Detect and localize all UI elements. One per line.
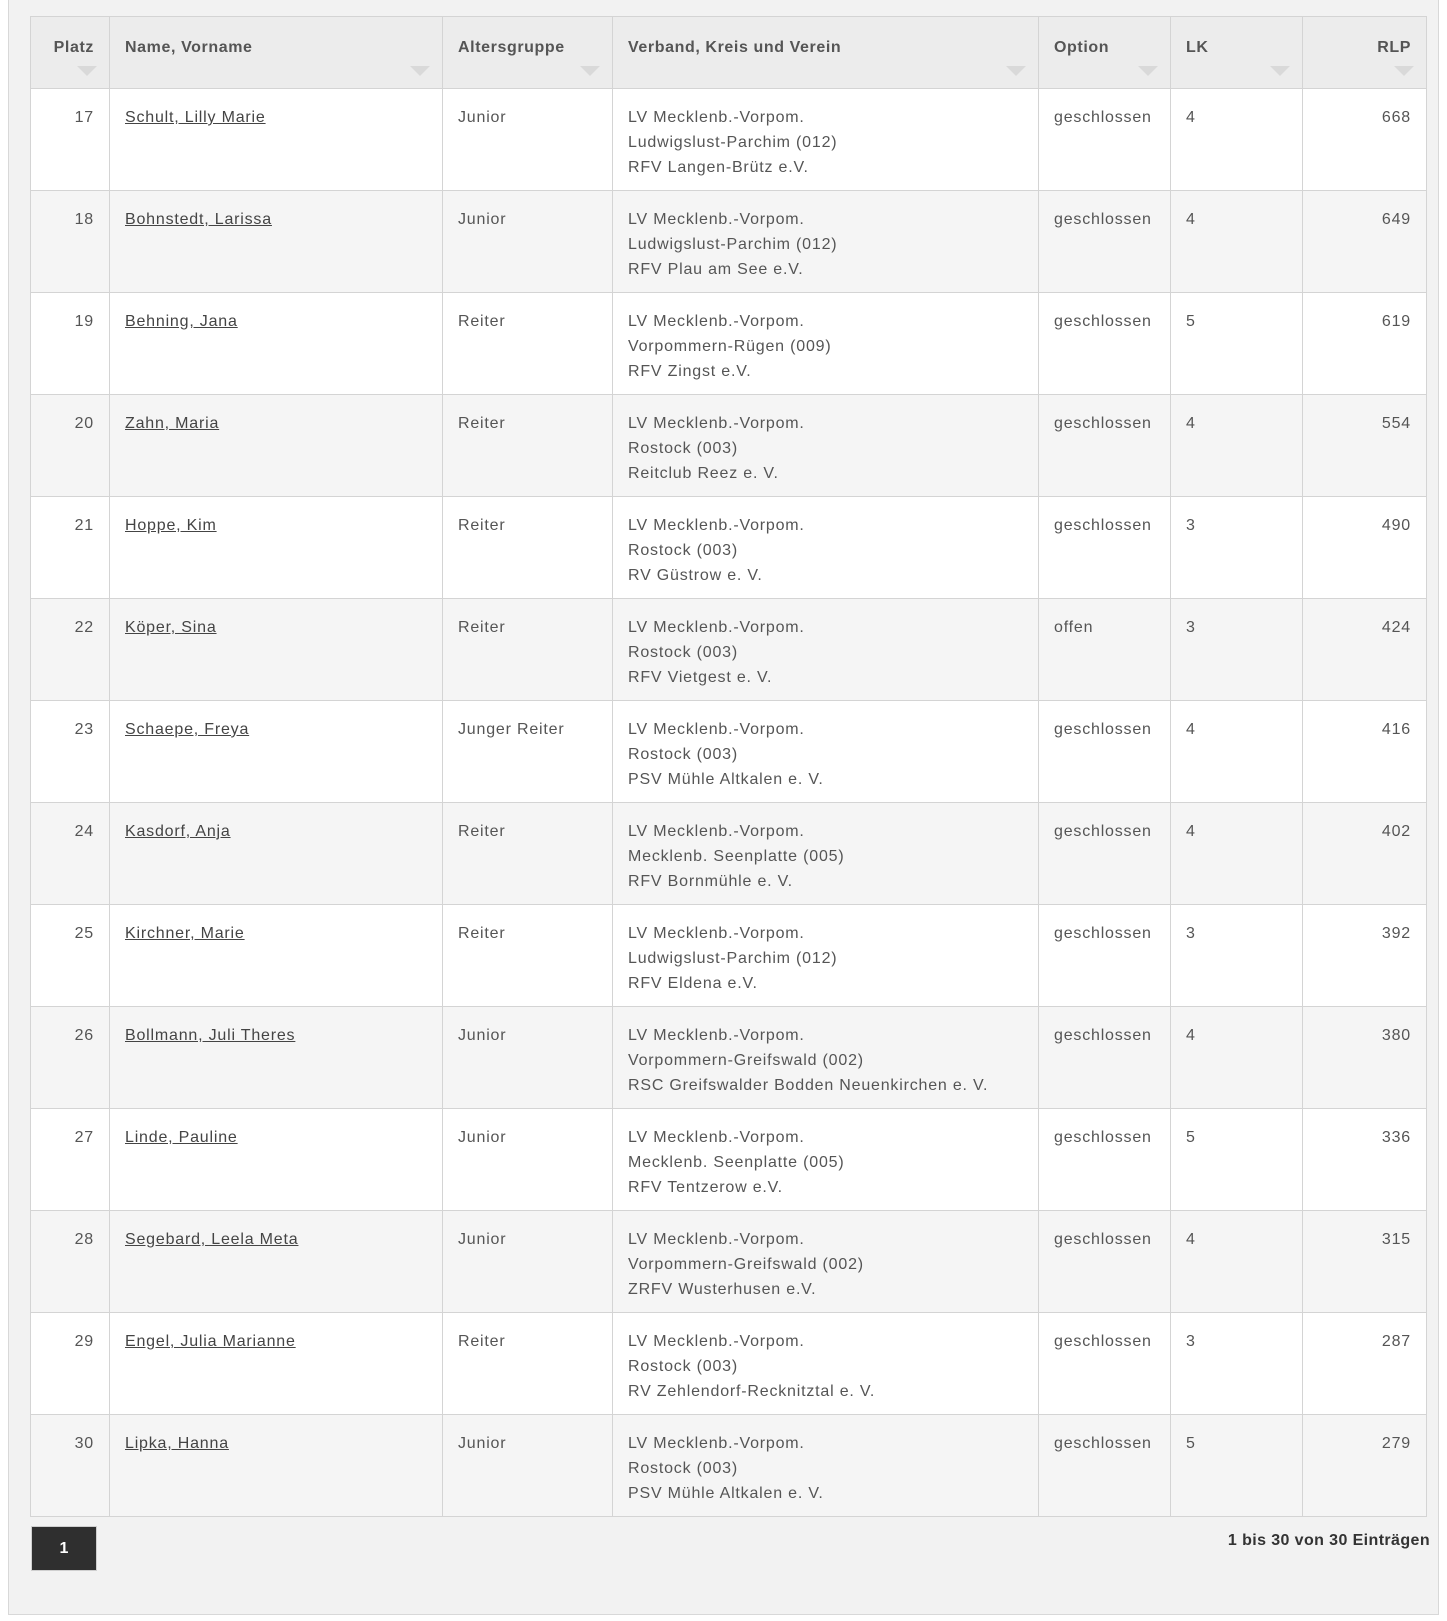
rider-name-link[interactable]: Segebard, Leela Meta bbox=[125, 1231, 299, 1248]
verein-line: RV Zehlendorf-Recknitztal e. V. bbox=[628, 1383, 876, 1400]
lk-cell: 4 bbox=[1171, 1007, 1303, 1109]
lk-cell: 5 bbox=[1171, 1109, 1303, 1211]
ranking-table bbox=[30, 16, 1427, 1517]
column-header-name[interactable] bbox=[110, 17, 443, 89]
verband-cell bbox=[613, 803, 1039, 905]
altersgruppe-cell: Reiter bbox=[443, 1313, 613, 1415]
verband-line: LV Mecklenb.-Vorpom. bbox=[628, 1129, 805, 1146]
kreis-line: Mecklenb. Seenplatte (005) bbox=[628, 848, 845, 865]
sort-down-icon bbox=[1394, 66, 1414, 76]
verband-cell bbox=[613, 293, 1039, 395]
kreis-line: Vorpommern-Greifswald (002) bbox=[628, 1052, 864, 1069]
table-row bbox=[31, 1313, 1427, 1415]
platz-cell: 27 bbox=[31, 1109, 110, 1211]
kreis-line: Ludwigslust-Parchim (012) bbox=[628, 134, 838, 151]
lk-cell: 5 bbox=[1171, 1415, 1303, 1517]
verband-line: LV Mecklenb.-Vorpom. bbox=[628, 109, 805, 126]
rlp-cell: 380 bbox=[1303, 1007, 1427, 1109]
verband-line: LV Mecklenb.-Vorpom. bbox=[628, 313, 805, 330]
option-cell: geschlossen bbox=[1039, 1415, 1171, 1517]
rider-name-link[interactable]: Linde, Pauline bbox=[125, 1129, 238, 1146]
verband-cell bbox=[613, 1211, 1039, 1313]
name-cell bbox=[110, 293, 443, 395]
table-row bbox=[31, 293, 1427, 395]
table-row bbox=[31, 1007, 1427, 1109]
altersgruppe-cell: Junger Reiter bbox=[443, 701, 613, 803]
column-header-altersgruppe[interactable] bbox=[443, 17, 613, 89]
verband-line: LV Mecklenb.-Vorpom. bbox=[628, 517, 805, 534]
platz-cell: 26 bbox=[31, 1007, 110, 1109]
column-header-label: RLP bbox=[1377, 39, 1411, 56]
altersgruppe-cell: Junior bbox=[443, 191, 613, 293]
option-cell: geschlossen bbox=[1039, 1007, 1171, 1109]
altersgruppe-cell: Junior bbox=[443, 1211, 613, 1313]
column-header-label: Verband, Kreis und Verein bbox=[628, 39, 842, 56]
rlp-cell: 424 bbox=[1303, 599, 1427, 701]
verband-cell bbox=[613, 89, 1039, 191]
kreis-line: Ludwigslust-Parchim (012) bbox=[628, 950, 838, 967]
verein-line: RFV Zingst e.V. bbox=[628, 363, 752, 380]
name-cell bbox=[110, 701, 443, 803]
name-cell bbox=[110, 1109, 443, 1211]
table-row bbox=[31, 1415, 1427, 1517]
name-cell bbox=[110, 191, 443, 293]
table-row bbox=[31, 1109, 1427, 1211]
verband-line: LV Mecklenb.-Vorpom. bbox=[628, 925, 805, 942]
lk-cell: 4 bbox=[1171, 701, 1303, 803]
lk-cell: 3 bbox=[1171, 905, 1303, 1007]
platz-cell: 24 bbox=[31, 803, 110, 905]
verband-line: LV Mecklenb.-Vorpom. bbox=[628, 721, 805, 738]
rider-name-link[interactable]: Schult, Lilly Marie bbox=[125, 109, 266, 126]
table-info-text: 1 bis 30 von 30 Einträgen bbox=[1227, 1532, 1430, 1549]
rider-name-link[interactable]: Bollmann, Juli Theres bbox=[125, 1027, 296, 1044]
verein-line: RV Güstrow e. V. bbox=[628, 567, 763, 584]
rider-name-link[interactable]: Lipka, Hanna bbox=[125, 1435, 229, 1452]
rlp-cell: 336 bbox=[1303, 1109, 1427, 1211]
table-row bbox=[31, 395, 1427, 497]
column-header-option[interactable] bbox=[1039, 17, 1171, 89]
table-row bbox=[31, 803, 1427, 905]
name-cell bbox=[110, 1007, 443, 1109]
rlp-cell: 287 bbox=[1303, 1313, 1427, 1415]
platz-cell: 23 bbox=[31, 701, 110, 803]
verband-cell bbox=[613, 497, 1039, 599]
option-cell: geschlossen bbox=[1039, 701, 1171, 803]
results-panel bbox=[8, 0, 1439, 1615]
verband-line: LV Mecklenb.-Vorpom. bbox=[628, 619, 805, 636]
platz-cell: 25 bbox=[31, 905, 110, 1007]
name-cell bbox=[110, 803, 443, 905]
table-row bbox=[31, 89, 1427, 191]
option-cell: offen bbox=[1039, 599, 1171, 701]
name-cell bbox=[110, 1415, 443, 1517]
sort-down-icon bbox=[1006, 66, 1026, 76]
kreis-line: Vorpommern-Rügen (009) bbox=[628, 338, 832, 355]
rlp-cell: 668 bbox=[1303, 89, 1427, 191]
sort-down-icon bbox=[580, 66, 600, 76]
verband-line: LV Mecklenb.-Vorpom. bbox=[628, 1231, 805, 1248]
kreis-line: Ludwigslust-Parchim (012) bbox=[628, 236, 838, 253]
rlp-cell: 619 bbox=[1303, 293, 1427, 395]
platz-cell: 21 bbox=[31, 497, 110, 599]
kreis-line: Rostock (003) bbox=[628, 746, 738, 763]
rlp-cell: 554 bbox=[1303, 395, 1427, 497]
verein-line: RFV Tentzerow e.V. bbox=[628, 1179, 783, 1196]
option-cell: geschlossen bbox=[1039, 395, 1171, 497]
rider-name-link[interactable]: Bohnstedt, Larissa bbox=[125, 211, 272, 228]
sort-down-icon bbox=[77, 66, 97, 76]
column-header-label: Option bbox=[1054, 39, 1110, 56]
altersgruppe-cell: Junior bbox=[443, 1007, 613, 1109]
option-cell: geschlossen bbox=[1039, 89, 1171, 191]
lk-cell: 4 bbox=[1171, 191, 1303, 293]
option-cell: geschlossen bbox=[1039, 293, 1171, 395]
platz-cell: 18 bbox=[31, 191, 110, 293]
altersgruppe-cell: Junior bbox=[443, 89, 613, 191]
altersgruppe-cell: Reiter bbox=[443, 395, 613, 497]
kreis-line: Rostock (003) bbox=[628, 1358, 738, 1375]
altersgruppe-cell: Reiter bbox=[443, 497, 613, 599]
verein-line: RFV Langen-Brütz e.V. bbox=[628, 159, 809, 176]
verband-line: LV Mecklenb.-Vorpom. bbox=[628, 1333, 805, 1350]
verband-cell bbox=[613, 1109, 1039, 1211]
column-header-label: LK bbox=[1186, 39, 1209, 56]
table-row bbox=[31, 191, 1427, 293]
option-cell: geschlossen bbox=[1039, 803, 1171, 905]
verband-cell bbox=[613, 905, 1039, 1007]
verband-line: LV Mecklenb.-Vorpom. bbox=[628, 415, 805, 432]
verband-cell bbox=[613, 1415, 1039, 1517]
verband-cell bbox=[613, 1313, 1039, 1415]
option-cell: geschlossen bbox=[1039, 1211, 1171, 1313]
rider-name-link[interactable]: Hoppe, Kim bbox=[125, 517, 217, 534]
verein-line: RSC Greifswalder Bodden Neuenkirchen e. V. bbox=[628, 1077, 989, 1094]
platz-cell: 20 bbox=[31, 395, 110, 497]
column-header-lk[interactable] bbox=[1171, 17, 1303, 89]
lk-cell: 4 bbox=[1171, 89, 1303, 191]
table-row bbox=[31, 701, 1427, 803]
name-cell bbox=[110, 89, 443, 191]
kreis-line: Rostock (003) bbox=[628, 542, 738, 559]
lk-cell: 3 bbox=[1171, 497, 1303, 599]
rlp-cell: 402 bbox=[1303, 803, 1427, 905]
column-header-verband[interactable] bbox=[613, 17, 1039, 89]
rlp-cell: 649 bbox=[1303, 191, 1427, 293]
name-cell bbox=[110, 1313, 443, 1415]
altersgruppe-cell: Reiter bbox=[443, 599, 613, 701]
rider-name-link[interactable]: Schaepe, Freya bbox=[125, 721, 250, 738]
altersgruppe-cell: Reiter bbox=[443, 803, 613, 905]
altersgruppe-cell: Reiter bbox=[443, 905, 613, 1007]
kreis-line: Mecklenb. Seenplatte (005) bbox=[628, 1154, 845, 1171]
verband-cell bbox=[613, 599, 1039, 701]
platz-cell: 19 bbox=[31, 293, 110, 395]
name-cell bbox=[110, 905, 443, 1007]
option-cell: geschlossen bbox=[1039, 191, 1171, 293]
rlp-cell: 392 bbox=[1303, 905, 1427, 1007]
table-header-row bbox=[31, 17, 1427, 89]
name-cell bbox=[110, 1211, 443, 1313]
verband-line: LV Mecklenb.-Vorpom. bbox=[628, 211, 805, 228]
lk-cell: 4 bbox=[1171, 395, 1303, 497]
rlp-cell: 490 bbox=[1303, 497, 1427, 599]
lk-cell: 3 bbox=[1171, 1313, 1303, 1415]
name-cell bbox=[110, 599, 443, 701]
altersgruppe-cell: Junior bbox=[443, 1415, 613, 1517]
lk-cell: 3 bbox=[1171, 599, 1303, 701]
column-header-platz[interactable] bbox=[31, 17, 110, 89]
rider-name-link[interactable]: Zahn, Maria bbox=[125, 415, 220, 432]
table-row bbox=[31, 1211, 1427, 1313]
column-header-label: Platz bbox=[53, 39, 94, 56]
rlp-cell: 416 bbox=[1303, 701, 1427, 803]
sort-down-icon bbox=[410, 66, 430, 76]
rlp-cell: 315 bbox=[1303, 1211, 1427, 1313]
verein-line: RFV Vietgest e. V. bbox=[628, 669, 773, 686]
rider-name-link[interactable]: Behning, Jana bbox=[125, 313, 238, 330]
sort-down-icon bbox=[1270, 66, 1290, 76]
option-cell: geschlossen bbox=[1039, 497, 1171, 599]
verein-line: ZRFV Wusterhusen e.V. bbox=[628, 1281, 817, 1298]
rider-name-link[interactable]: Engel, Julia Marianne bbox=[125, 1333, 296, 1350]
table-row bbox=[31, 497, 1427, 599]
verein-line: Reitclub Reez e. V. bbox=[628, 465, 779, 482]
verband-cell bbox=[613, 1007, 1039, 1109]
column-header-label: Altersgruppe bbox=[458, 39, 565, 56]
lk-cell: 5 bbox=[1171, 293, 1303, 395]
option-cell: geschlossen bbox=[1039, 1109, 1171, 1211]
verband-cell bbox=[613, 191, 1039, 293]
verein-line: RFV Eldena e.V. bbox=[628, 975, 758, 992]
table-body bbox=[31, 89, 1427, 1517]
verband-line: LV Mecklenb.-Vorpom. bbox=[628, 1435, 805, 1452]
kreis-line: Rostock (003) bbox=[628, 644, 738, 661]
column-header-rlp[interactable] bbox=[1303, 17, 1427, 89]
lk-cell: 4 bbox=[1171, 1211, 1303, 1313]
verband-cell bbox=[613, 701, 1039, 803]
kreis-line: Rostock (003) bbox=[628, 1460, 738, 1477]
pagination-page-button[interactable]: 1 bbox=[31, 1526, 97, 1571]
kreis-line: Vorpommern-Greifswald (002) bbox=[628, 1256, 864, 1273]
platz-cell: 29 bbox=[31, 1313, 110, 1415]
altersgruppe-cell: Junior bbox=[443, 1109, 613, 1211]
option-cell: geschlossen bbox=[1039, 905, 1171, 1007]
table-row bbox=[31, 599, 1427, 701]
rlp-cell: 279 bbox=[1303, 1415, 1427, 1517]
verband-cell bbox=[613, 395, 1039, 497]
platz-cell: 30 bbox=[31, 1415, 110, 1517]
lk-cell: 4 bbox=[1171, 803, 1303, 905]
option-cell: geschlossen bbox=[1039, 1313, 1171, 1415]
name-cell bbox=[110, 395, 443, 497]
verein-line: PSV Mühle Altkalen e. V. bbox=[628, 1485, 824, 1502]
sort-down-icon bbox=[1138, 66, 1158, 76]
platz-cell: 22 bbox=[31, 599, 110, 701]
verein-line: RFV Plau am See e.V. bbox=[628, 261, 804, 278]
verein-line: PSV Mühle Altkalen e. V. bbox=[628, 771, 824, 788]
kreis-line: Rostock (003) bbox=[628, 440, 738, 457]
rider-name-link[interactable]: Kasdorf, Anja bbox=[125, 823, 231, 840]
altersgruppe-cell: Reiter bbox=[443, 293, 613, 395]
rider-name-link[interactable]: Kirchner, Marie bbox=[125, 925, 245, 942]
verein-line: RFV Bornmühle e. V. bbox=[628, 873, 793, 890]
verband-line: LV Mecklenb.-Vorpom. bbox=[628, 1027, 805, 1044]
platz-cell: 28 bbox=[31, 1211, 110, 1313]
platz-cell: 17 bbox=[31, 89, 110, 191]
verband-line: LV Mecklenb.-Vorpom. bbox=[628, 823, 805, 840]
name-cell bbox=[110, 497, 443, 599]
table-row bbox=[31, 905, 1427, 1007]
rider-name-link[interactable]: Köper, Sina bbox=[125, 619, 217, 636]
column-header-label: Name, Vorname bbox=[125, 39, 253, 56]
